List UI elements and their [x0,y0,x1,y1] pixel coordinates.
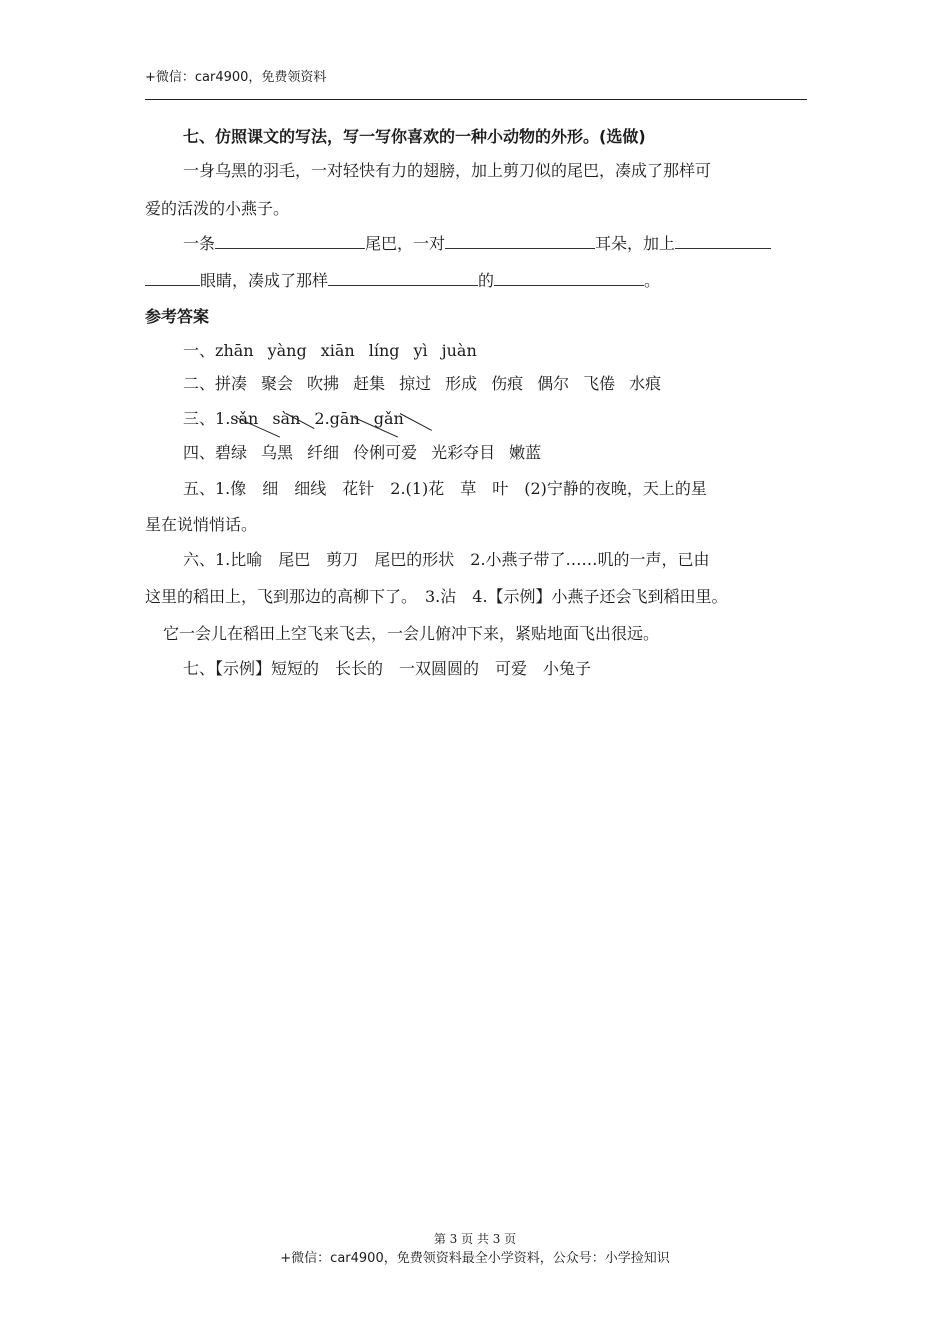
footer-note: +微信：car4900，免费领资料最全小学资料，公众号：小学捡知识 [280,1251,670,1266]
answer-3-part-1: 1. [215,409,231,428]
question-7-title: 七、仿照课文的写法，写一写你喜欢的一种小动物的外形。(选做) [183,127,646,146]
word-9: 飞倦 [583,374,616,393]
answer-3-pinyin-1b: sàn [272,409,301,428]
word-7: 伤痕 [491,374,524,393]
answer-1 [145,340,807,362]
fill-text-5: 的 [478,271,495,290]
word-8: 偶尔 [537,374,570,393]
word-4: 赶集 [353,374,386,393]
fill-blank-4[interactable] [328,271,478,286]
answer-4-word-4: 伶俐可爱 [353,443,418,462]
fill-text-3: 耳朵，加上 [595,234,676,253]
answer-7: 七、【示例】短短的 长长的 一双圆圆的 可爱 小兔子 [183,659,592,678]
question-7-example-line-1: 一身乌黑的羽毛，一对轻快有力的翅膀，加上剪刀似的尾巴，凑成了那样可 [183,161,712,180]
answer-2-label: 二、 [183,374,216,393]
fill-blank-3[interactable] [675,234,771,249]
answer-6-line-3: 它一会儿在稻田上空飞来飞去，一会儿俯冲下来，紧贴地面飞出很远。 [163,624,660,643]
answer-1-label: 一、 [183,341,216,360]
answer-3-label: 三、 [183,409,216,428]
answer-4-label: 四、 [183,443,216,462]
answer-4-word-6: 嫩蓝 [509,443,542,462]
word-3: 吹拂 [307,374,340,393]
answers-heading: 参考答案 [145,307,210,326]
page-number: 第 3 页 共 3 页 [433,1232,517,1246]
pinyin-6: juàn [441,341,477,360]
word-2: 聚会 [261,374,294,393]
answer-6-line-1: 六、1.比喻 尾巴 剪刀 尾巴的形状 2.小燕子带了……叽的一声，已由 [183,550,710,569]
fill-text-6: 。 [644,271,661,290]
answer-3-part-2: 2. [314,409,330,428]
fill-blank-1[interactable] [215,234,365,249]
answer-6-line-2: 这里的稻田上，飞到那边的高柳下了。 3.沾 4.【示例】小燕子还会飞到稻田里。 [145,587,728,606]
answer-4-word-5: 光彩夺目 [431,443,496,462]
answer-3-pinyin-2a: gān [329,409,360,428]
pinyin-2: yàng [267,341,307,360]
fill-text-2: 尾巴，一对 [365,234,446,253]
fill-blank-3-cont[interactable] [145,271,200,286]
answer-2 [145,373,807,395]
header-divider [145,99,807,100]
answer-4-word-3: 纤细 [307,443,340,462]
pinyin-3: xiān [320,341,355,360]
answer-4-word-2: 乌黑 [261,443,294,462]
fill-text-1: 一条 [183,234,216,253]
pinyin-1: zhān [215,341,254,360]
fill-text-4: 眼睛，凑成了那样 [200,271,329,290]
answer-3-pinyin-2b: gǎn [373,409,404,428]
question-7-example-line-2: 爱的活泼的小燕子。 [145,199,290,218]
fill-blank-2[interactable] [445,234,595,249]
answer-4 [145,442,807,464]
pinyin-4: líng [368,341,400,360]
answer-3-pinyin-1a: sǎn [230,409,259,428]
word-1: 拼凑 [215,374,248,393]
word-6: 形成 [445,374,478,393]
question-7-fill-line-2 [145,270,807,292]
page-header: +微信：car4900，免费领资料 [145,70,327,85]
answer-4-word-1: 碧绿 [215,443,248,462]
answer-5-line-1: 五、1.像 细 细线 花针 2.(1)花 草 叶 (2)宁静的夜晚，天上的星 [183,479,707,498]
question-7-fill-line-1 [145,233,807,255]
fill-blank-5[interactable] [494,271,644,286]
word-10: 水痕 [629,374,662,393]
word-5: 掠过 [399,374,432,393]
answer-5-line-2: 星在说悄悄话。 [145,515,258,534]
answer-3 [145,408,807,430]
pinyin-5: yì [413,341,428,360]
